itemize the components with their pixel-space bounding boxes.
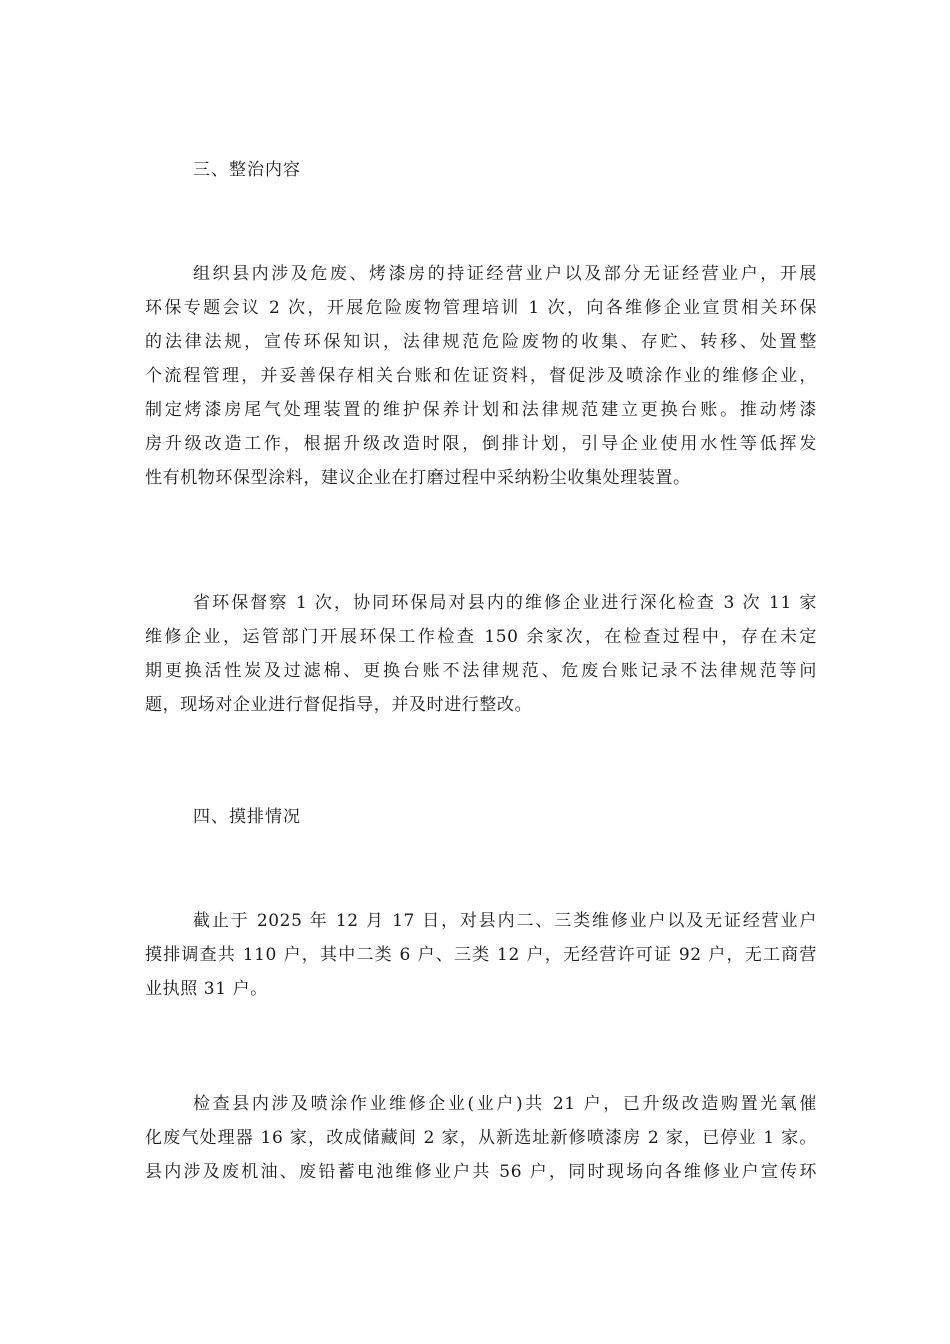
paragraph-rectification [145,257,817,495]
paragraph-line: 检查县内涉及喷涂作业维修企业(业户)共 21 户，已升级改造购置光氧催 [193,1094,817,1114]
paragraph-line: 化废气处理器 16 家，改成储藏间 2 家，从新选址新修喷漆房 2 家，已停业 1 家。 [145,1128,817,1148]
paragraph-line: 环保专题会议 2 次，开展危险废物管理培训 1 次，向各维修企业宣贯相关环保 [145,298,817,318]
paragraph-survey [145,904,817,1006]
paragraph-line: 个流程管理，并妥善保存相关台账和佐证资料，督促涉及喷涂作业的维修企业， [145,366,817,386]
paragraph-line: 制定烤漆房尾气处理装置的维护保养计划和法律规范建立更换台账。推动烤漆 [145,400,817,420]
paragraph-line: 县内涉及废机油、废铅蓄电池维修业户共 56 户，同时现场向各维修业户宣传环 [145,1162,817,1182]
section-heading-3: 三、整治内容 [193,160,301,180]
section-heading-4: 四、摸排情况 [193,807,301,827]
paragraph-line: 摸排调查共 110 户，其中二类 6 户、三类 12 户，无经营许可证 92 户，无工商营 [145,945,817,965]
paragraph-line: 业执照 31 户。 [145,979,268,999]
paragraph-line: 题，现场对企业进行督促指导，并及时进行整改。 [145,695,533,715]
paragraph-line: 省环保督察 1 次，协同环保局对县内的维修企业进行深化检查 3 次 11 家 [193,593,817,613]
paragraph-line: 房升级改造工作，根据升级改造时限，倒排计划，引导企业使用水性等低挥发 [145,434,817,454]
paragraph-line: 的法律法规，宣传环保知识，法律规范危险废物的收集、存贮、转移、处置整 [145,332,817,352]
paragraph-line: 维修企业，运管部门开展环保工作检查 150 余家次，在检查过程中，存在未定 [145,627,817,647]
paragraph-line: 组织县内涉及危废、烤漆房的持证经营业户以及部分无证经营业户，开展 [193,264,817,284]
paragraph-spraying [145,1087,817,1189]
paragraph-line: 性有机物环保型涂料，建议企业在打磨过程中采纳粉尘收集处理装置。 [145,468,691,488]
paragraph-inspection [145,586,817,722]
paragraph-line: 截止于 2025 年 12 月 17 日，对县内二、三类维修业户以及无证经营业户 [193,911,817,931]
paragraph-line: 期更换活性炭及过滤棉、更换台账不法律规范、危废台账记录不法律规范等问 [145,661,817,681]
